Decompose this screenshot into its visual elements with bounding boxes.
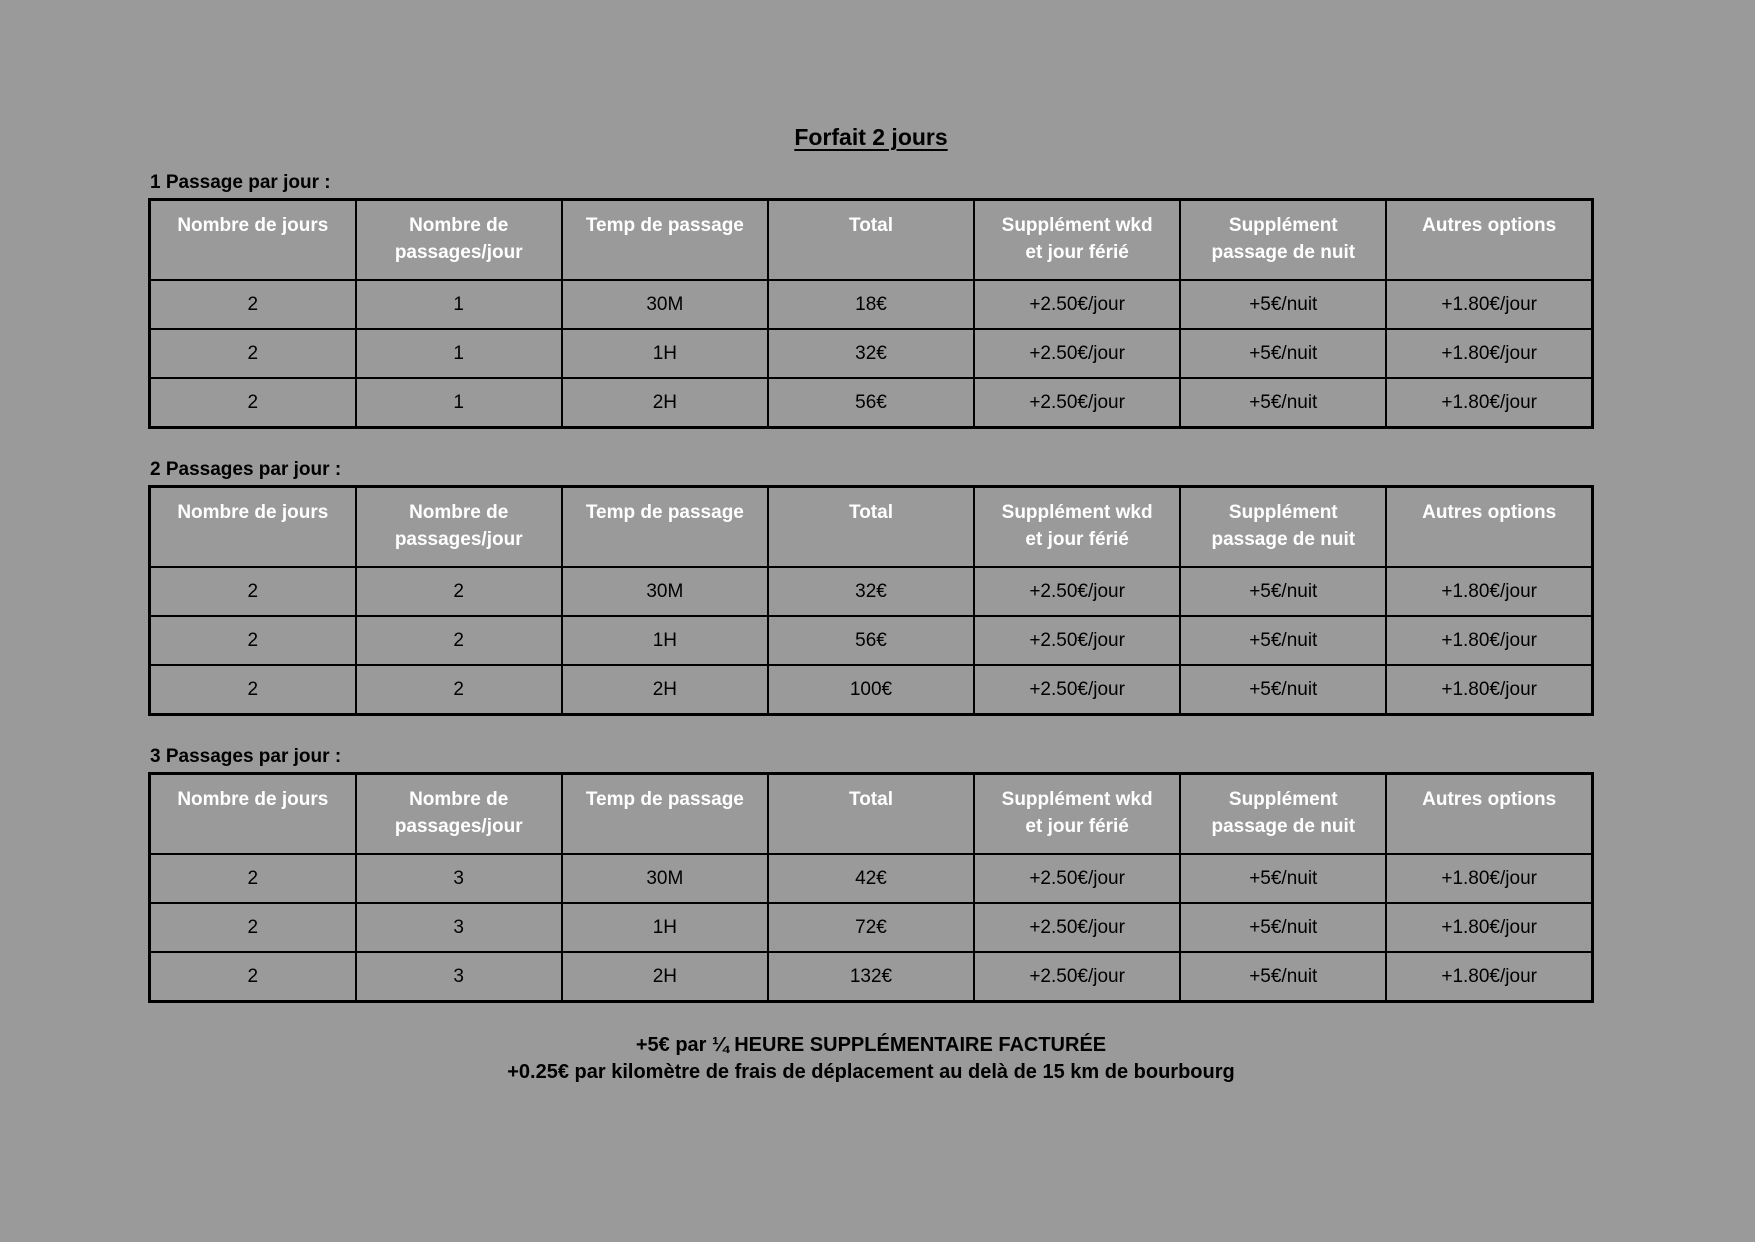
pricing-section [148,171,1594,429]
table-cell: 2 [150,378,356,428]
column-header: Temp de passage [562,774,768,855]
table-cell: +1.80€/jour [1386,329,1592,378]
table-cell: 56€ [768,378,974,428]
column-header: Autres options [1386,774,1592,855]
table-cell: 1H [562,329,768,378]
table-cell: 2 [150,280,356,329]
table-cell: 56€ [768,616,974,665]
table-cell: 2 [150,329,356,378]
table-cell: +5€/nuit [1180,329,1386,378]
table-cell: +5€/nuit [1180,567,1386,616]
table-cell: 72€ [768,903,974,952]
column-header: Nombre de jours [150,774,356,855]
table-cell: 2 [150,903,356,952]
table-row [150,854,1593,903]
section-label: 1 Passage par jour : [150,172,331,193]
table-cell: +1.80€/jour [1386,280,1592,329]
table-cell: +5€/nuit [1180,378,1386,428]
footer-note-kilometre: +0.25€ par kilomètre de frais de déplacement au delà de 15 km de bourbourg [507,1061,1235,1083]
table-cell: +5€/nuit [1180,952,1386,1002]
table-cell: +5€/nuit [1180,903,1386,952]
section-label: 3 Passages par jour : [150,746,342,767]
table-cell: 132€ [768,952,974,1002]
column-header: Supplément passage de nuit [1180,487,1386,568]
column-header: Total [768,774,974,855]
table-cell: 30M [562,280,768,329]
table-cell: +1.80€/jour [1386,952,1592,1002]
column-header: Nombre de jours [150,487,356,568]
table-cell: 42€ [768,854,974,903]
table-cell: +2.50€/jour [974,616,1180,665]
header-row [150,487,1593,568]
table-cell: +2.50€/jour [974,378,1180,428]
table-cell: +2.50€/jour [974,952,1180,1002]
footer-note-supplement: +5€ par ¼ HEURE SUPPLÉMENTAIRE FACTURÉE [635,1034,1107,1056]
table-cell: 1 [356,329,562,378]
table-cell: 2H [562,952,768,1002]
table-cell: 2 [150,567,356,616]
page-title: Forfait 2 jours [794,124,948,150]
column-header: Supplément wkd et jour férié [974,487,1180,568]
column-header: Supplément wkd et jour férié [974,200,1180,281]
column-header: Nombre de passages/jour [356,487,562,568]
pricing-section [148,458,1594,716]
column-header: Supplément passage de nuit [1180,200,1386,281]
table-cell: 1H [562,903,768,952]
pricing-sections [148,171,1594,1003]
table-cell: 3 [356,854,562,903]
table-cell: +2.50€/jour [974,854,1180,903]
footer-notes [148,1032,1594,1086]
table-cell: 1 [356,378,562,428]
table-cell: +2.50€/jour [974,665,1180,715]
table-cell: 2 [356,665,562,715]
table-cell: 32€ [768,329,974,378]
header-row [150,200,1593,281]
table-cell: 1 [356,280,562,329]
pricing-table [148,485,1594,716]
column-header: Supplément passage de nuit [1180,774,1386,855]
table-cell: +2.50€/jour [974,567,1180,616]
table-cell: 30M [562,854,768,903]
column-header: Autres options [1386,200,1592,281]
table-cell: 2 [356,567,562,616]
column-header: Total [768,487,974,568]
table-cell: 2 [356,616,562,665]
table-cell: 30M [562,567,768,616]
table-cell: +1.80€/jour [1386,616,1592,665]
table-cell: +5€/nuit [1180,616,1386,665]
table-cell: +1.80€/jour [1386,567,1592,616]
pricing-table [148,772,1594,1003]
header-row [150,774,1593,855]
table-cell: 2H [562,378,768,428]
table-cell: +2.50€/jour [974,903,1180,952]
table-cell: 3 [356,903,562,952]
column-header: Nombre de passages/jour [356,200,562,281]
column-header: Total [768,200,974,281]
pricing-section [148,745,1594,1003]
table-row [150,280,1593,329]
table-cell: 100€ [768,665,974,715]
table-cell: +1.80€/jour [1386,665,1592,715]
column-header: Nombre de passages/jour [356,774,562,855]
table-row [150,567,1593,616]
document-page [148,124,1594,1086]
table-cell: +5€/nuit [1180,280,1386,329]
table-cell: +1.80€/jour [1386,378,1592,428]
table-cell: 2H [562,665,768,715]
column-header: Temp de passage [562,487,768,568]
pricing-table [148,198,1594,429]
table-cell: +2.50€/jour [974,280,1180,329]
table-cell: +1.80€/jour [1386,903,1592,952]
table-row [150,952,1593,1002]
column-header: Autres options [1386,487,1592,568]
table-cell: 32€ [768,567,974,616]
section-label: 2 Passages par jour : [150,459,342,480]
table-cell: +2.50€/jour [974,329,1180,378]
table-cell: +1.80€/jour [1386,854,1592,903]
table-cell: +5€/nuit [1180,854,1386,903]
table-cell: 1H [562,616,768,665]
table-row [150,329,1593,378]
table-cell: 2 [150,952,356,1002]
table-row [150,665,1593,715]
table-cell: +5€/nuit [1180,665,1386,715]
table-cell: 18€ [768,280,974,329]
column-header: Temp de passage [562,200,768,281]
table-cell: 2 [150,854,356,903]
table-row [150,378,1593,428]
column-header: Nombre de jours [150,200,356,281]
column-header: Supplément wkd et jour férié [974,774,1180,855]
table-cell: 2 [150,616,356,665]
table-row [150,616,1593,665]
table-cell: 2 [150,665,356,715]
table-row [150,903,1593,952]
table-cell: 3 [356,952,562,1002]
